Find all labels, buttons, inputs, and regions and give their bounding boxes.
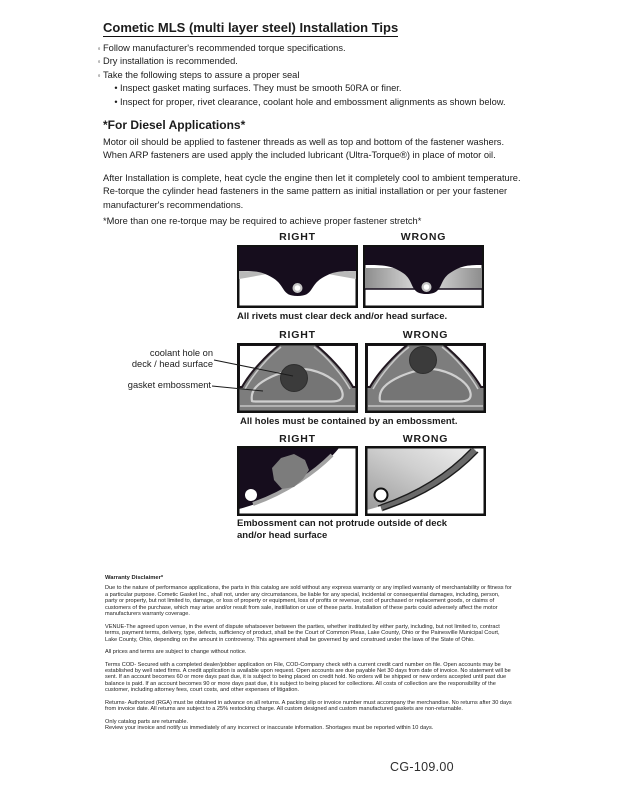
list-item: [95, 69, 600, 82]
diagram-embossment-wrong: [365, 343, 486, 413]
filled-bullet-icon: •: [114, 96, 118, 107]
list-item: [95, 82, 600, 95]
diesel-paragraph: Motor oil should be applied to fastener threads as well as top and bottom of the fastener washers. When ARP fasteners are used apply the included lubricant (Ultra-Torque®) in place of motor oil.: [103, 137, 505, 161]
embossment-caption: All holes must be contained by an embossment.: [240, 416, 458, 427]
wrong-label: WRONG: [402, 329, 449, 341]
warranty-disclaimer: [105, 575, 513, 738]
diagram-rivet-right: [237, 245, 358, 308]
wrong-label: WRONG: [400, 231, 447, 243]
diagram-protrusion-wrong: [365, 446, 486, 516]
review-paragraph: Review your invoice and notify us immediately of any incorrect or inaccurate information. Shortages must be reported within 10 days.: [105, 725, 434, 732]
rivet-clearance-wrong-diagram: [363, 245, 484, 308]
prices-paragraph: All prices and terms are subject to change without notice.: [105, 649, 247, 656]
tip-text: Inspect gasket mating surfaces. They must be smooth 50RA or finer.: [120, 83, 402, 94]
diesel-paragraph: After Installation is complete, heat cycle the engine then let it completely cool to ambient temperature. Re-torque the cylinder head fasteners in the same pattern as initial installation or per your fastener manufacturer's recommendations.: [103, 173, 521, 210]
warranty-paragraph: Due to the nature of performance applications, the parts in this catalog are sold without any express warranty or any implied warranty of merchantability or fitness for a particular purpose. Cometic Gasket Inc., shall not, under any circumstances, be liable for any special, incidental or consequential damages, including, person, party or property, but not limited to, damage, or loss of property or equipment, loss of profits or revenue, cost of purchased or replacement goods, or claims of customers of the purchase, which may arise and/or result from sale, instillation or use of these parts. Installation of these parts could adversely affect the motor manufacturers warranty coverage.: [105, 585, 512, 618]
gasket-embossment-label: gasket embossment: [127, 380, 211, 390]
protrusion-caption: [237, 518, 477, 541]
rivet-clearance-right-diagram: [237, 245, 358, 308]
coolant-hole-wrong-diagram: [365, 343, 486, 413]
open-bullet-icon: ◦: [97, 70, 101, 80]
coolant-hole-label-line1: coolant hole on: [149, 348, 213, 358]
coolant-hole-label: [103, 348, 213, 369]
tip-text: Take the following steps to assure a proper seal: [103, 69, 300, 80]
diagram-rivet-wrong: [363, 245, 484, 308]
right-label: RIGHT: [279, 329, 316, 341]
venue-paragraph: VENUE-The agreed upon venue, in the event of dispute whatsoever between the parties, whether instituted by either party, including, but not limited to, contract terms, payment terms, delivery, type, defects, sufficiency of product, shall be the Court of Common Pleas, Lake County, Ohio or the Painesville Municipal Court, Lake County, Ohio, depending on the amount in controversy. This agreement shall be governed by and construed under the laws of the State of Ohio.: [105, 623, 500, 643]
returns-paragraph: Returns- Authorized (RGA) must be obtained in advance on all returns. A packing slip or invoice number must accompany the merchandise. No returns after 30 days from invoice date. All returns are subject to a 25% restocking charge. All custom designed and custom manufactured gaskets are non-returnable.: [105, 699, 512, 713]
right-label: RIGHT: [279, 231, 316, 243]
terms-paragraph: Terms COD- Secured with a completed dealer/jobber application on File, COD-Company check with a current credit card number on file. Open accounts may be established by well rated firms. A credit application is available upon request. Open accounts are due payable Net 30 days from date of invoice. No statement will be sent. If an account becomes 60 or more days past due, it is subject to being placed on credit hold. No orders will be shipped or new orders accepted until past due balance is paid. If an account becomes 90 or more days past due, it is subject to being placed for collections. All costs of collection are the responsibility of the customer, including attorney fees, court costs, and other expenses of litigation.: [105, 661, 511, 694]
tip-text: Inspect for proper, rivet clearance, coolant hole and embossment alignments as shown below.: [120, 96, 506, 107]
open-bullet-icon: ◦: [97, 57, 101, 67]
protrusion-wrong-diagram: [365, 446, 486, 516]
wrong-label: WRONG: [402, 433, 449, 445]
open-bullet-icon: ◦: [97, 44, 101, 53]
diesel-applications-heading: *For Diesel Applications*: [103, 118, 246, 132]
protrusion-caption-line2: and/or head surface: [237, 529, 328, 541]
installation-tips-list: [95, 42, 600, 109]
right-label: RIGHT: [279, 433, 316, 445]
page-title: Cometic MLS (multi layer steel) Installation Tips: [103, 20, 399, 35]
pointer-lines: [205, 350, 305, 400]
warranty-heading: Warranty Disclaimer*: [105, 575, 164, 581]
returnable-paragraph: Only catalog parts are returnable.: [105, 718, 189, 725]
retorque-note: *More than one re-torque may be required to achieve proper fastener stretch*: [103, 216, 422, 226]
filled-bullet-icon: •: [114, 83, 118, 94]
list-item: [95, 55, 600, 68]
coolant-hole-label-line2: deck / head surface: [131, 358, 213, 369]
catalog-code: CG-109.00: [390, 760, 454, 774]
protrusion-right-diagram: [237, 446, 358, 516]
protrusion-caption-line1: Embossment can not protrude outside of deck: [237, 518, 448, 529]
tip-text: Dry installation is recommended.: [103, 56, 238, 67]
list-item: [95, 42, 600, 55]
tip-text: Follow manufacturer's recommended torque specifications.: [103, 43, 346, 53]
rivet-caption: All rivets must clear deck and/or head surface.: [237, 311, 448, 322]
list-item: [95, 96, 600, 109]
diagram-protrusion-right: [237, 446, 358, 516]
